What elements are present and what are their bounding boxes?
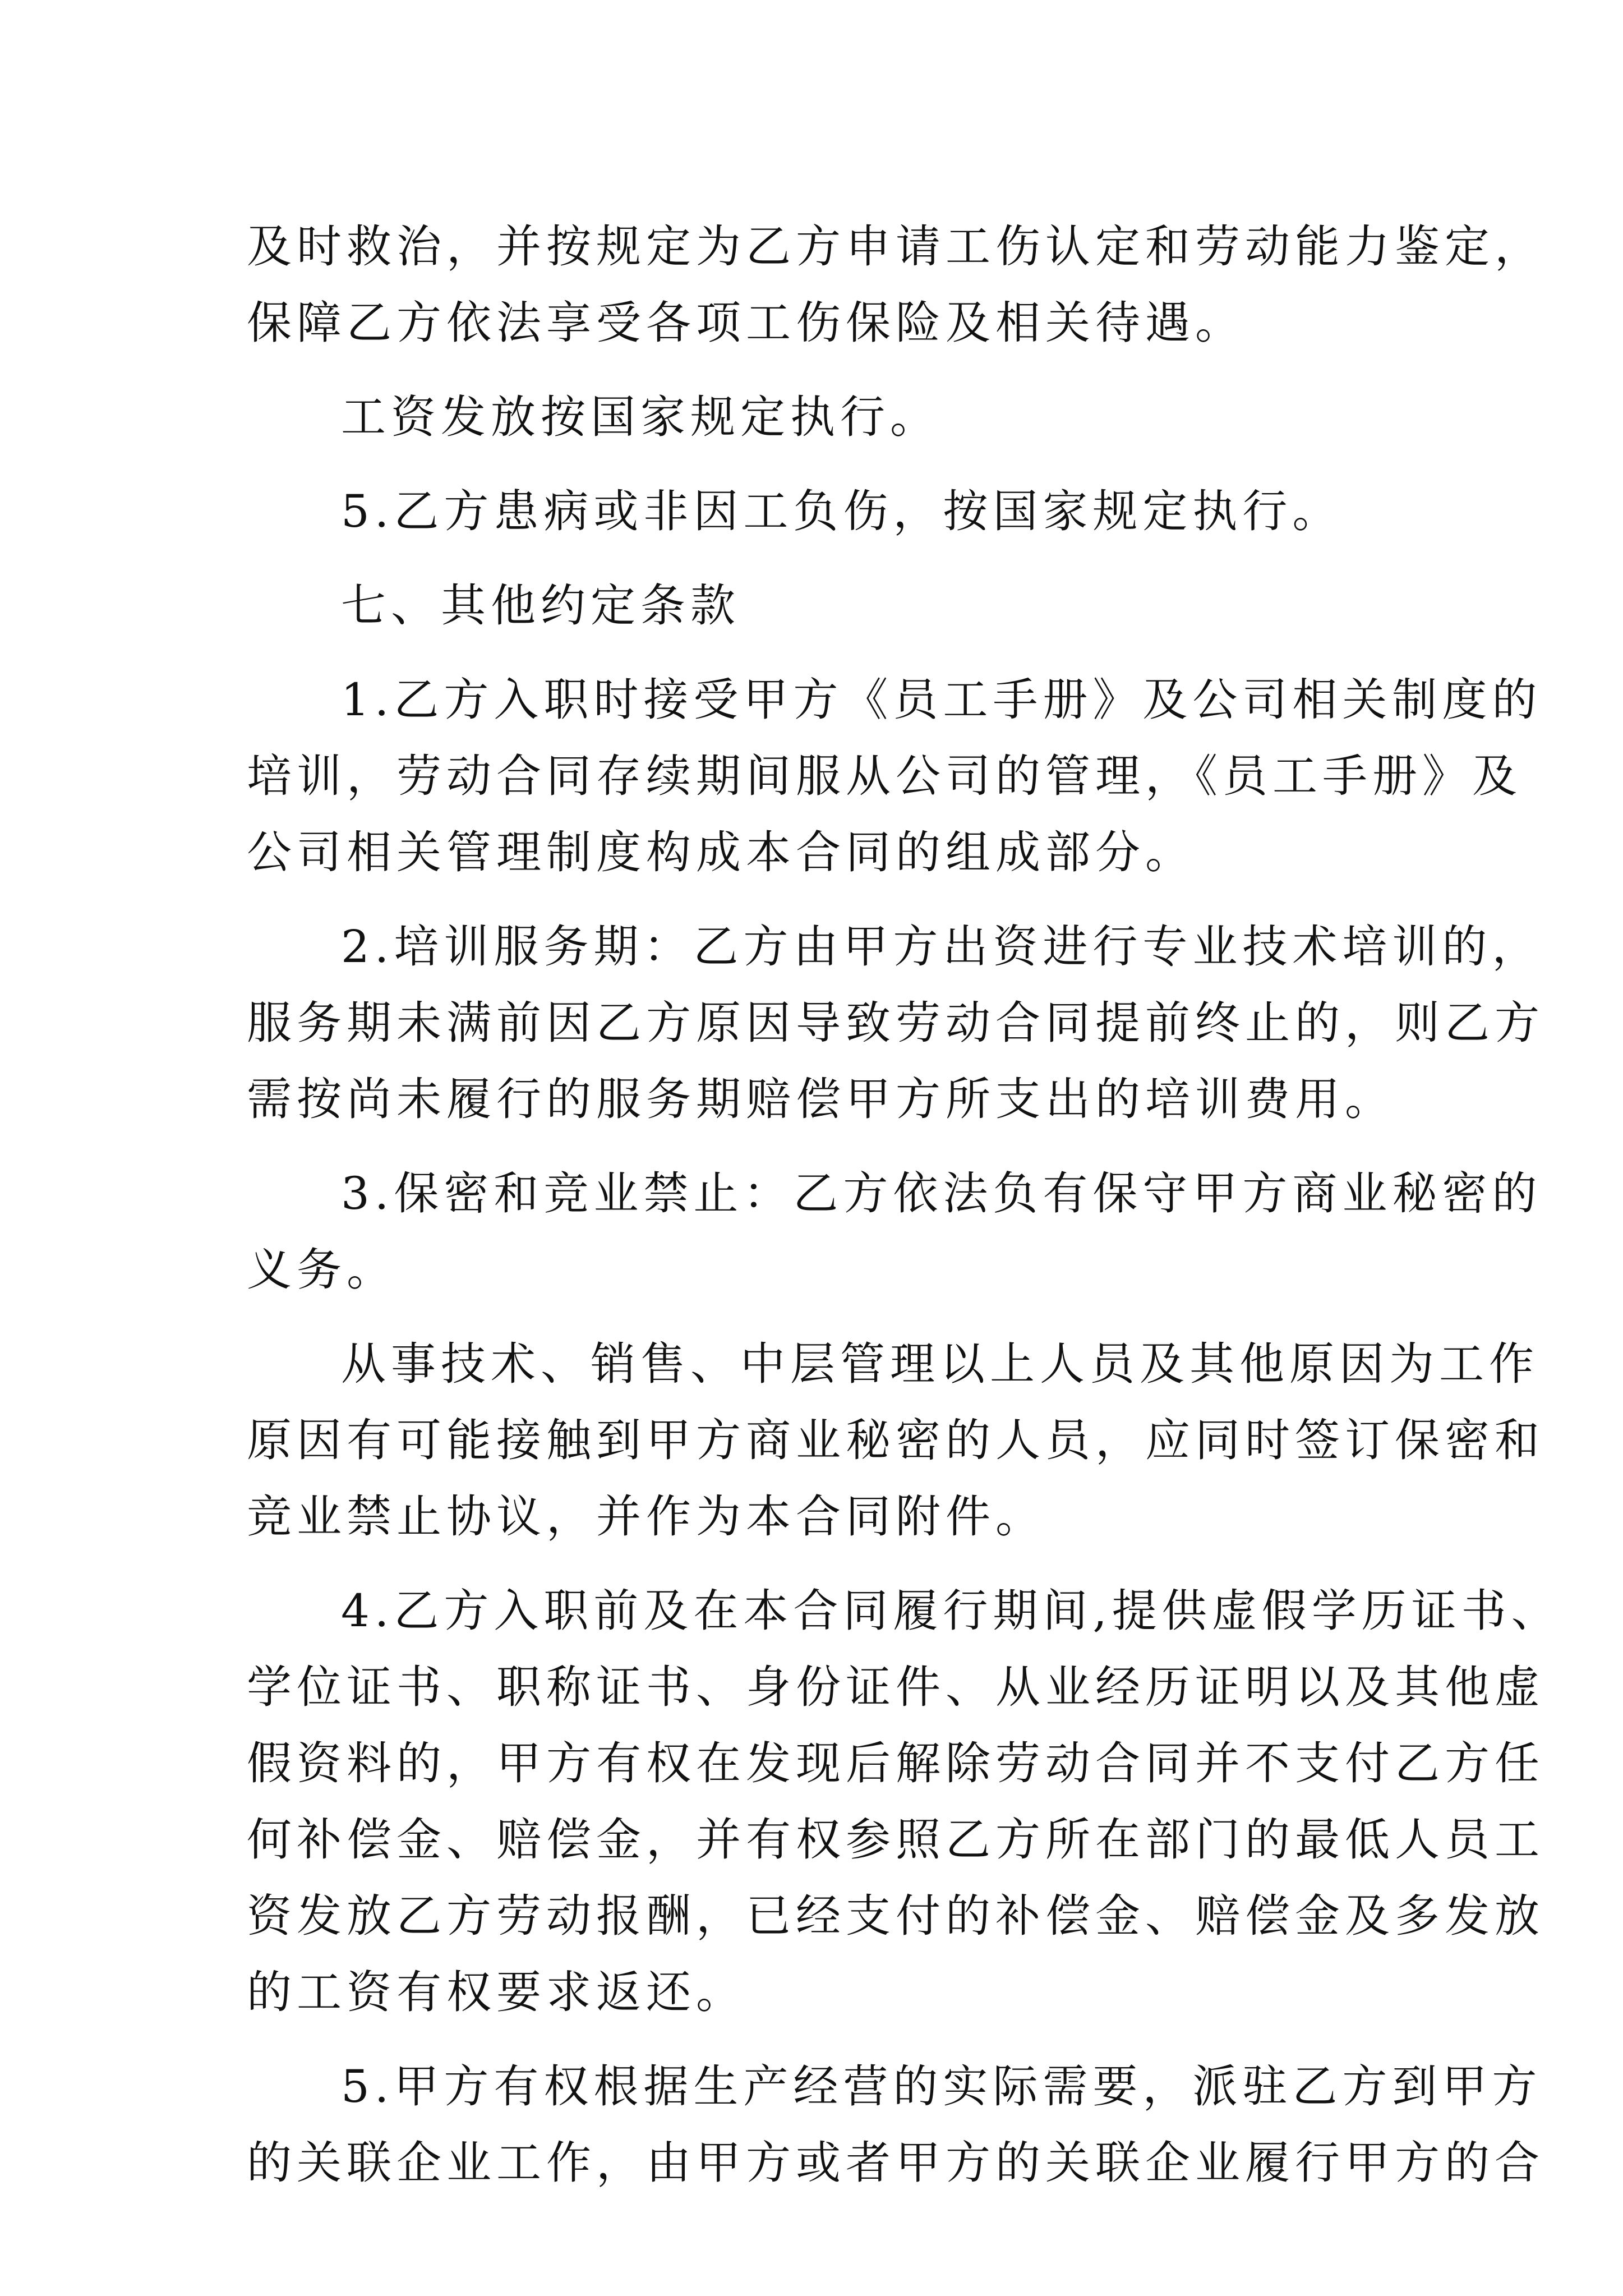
document-body — [247, 209, 1561, 2219]
text-line: 的工资有权要求返还。 — [247, 1966, 746, 2018]
text-line: 服务期未满前因乙方原因导致劳动合同提前终止的，则乙方 — [247, 997, 1544, 1049]
text-line: 学位证书、职称证书、身份证件、从业经历证明以及其他虚 — [247, 1661, 1544, 1713]
paragraph-injury-treatment — [247, 209, 1544, 361]
text-line: 5.甲方有权根据生产经营的实际需要，派驻乙方到甲方 — [341, 2060, 1542, 2113]
paragraph-training-service-period — [247, 909, 1544, 1138]
text-line: 竞业禁止协议，并作为本合同附件。 — [247, 1490, 1045, 1543]
text-line: 义务。 — [247, 1244, 396, 1296]
paragraph-secondment — [247, 2049, 1544, 2201]
text-line: 保障乙方依法享受各项工伤保险及相关待遇。 — [247, 297, 1245, 349]
text-line: 资发放乙方劳动报酬，已经支付的补偿金、赔偿金及多发放 — [247, 1890, 1544, 1942]
paragraph-employee-handbook — [247, 662, 1542, 891]
section-heading: 七、其他约定条款 — [341, 579, 740, 632]
text-line: 需按尚未履行的服务期赔偿甲方所支出的培训费用。 — [247, 1073, 1395, 1125]
text-line: 1.乙方入职时接受甲方《员工手册》及公司相关制度的 — [341, 674, 1542, 726]
text-line: 2.培训服务期：乙方由甲方出资进行专业技术培训的， — [341, 921, 1542, 973]
text-line: 从事技术、销售、中层管理以上人员及其他原因为工作 — [341, 1338, 1539, 1390]
section-heading-other-terms — [247, 568, 1380, 644]
paragraph-confidentiality — [247, 1156, 1542, 1308]
paragraph-wage-payment — [247, 379, 1380, 455]
paragraph-illness-clause — [247, 473, 1380, 550]
text-line: 及时救治，并按规定为乙方申请工伤认定和劳动能力鉴定， — [247, 220, 1544, 273]
text-line: 公司相关管理制度构成本合同的组成部分。 — [247, 826, 1195, 878]
text-line: 培训，劳动合同存续期间服从公司的管理，《员工手册》及 — [247, 750, 1522, 802]
paragraph-false-credentials — [247, 1573, 1561, 2031]
paragraph-non-compete — [247, 1326, 1544, 1555]
text-line: 4.乙方入职前及在本合同履行期间,提供虚假学历证书、 — [341, 1585, 1561, 1637]
text-line: 5.乙方患病或非因工负伤，按国家规定执行。 — [341, 485, 1343, 537]
text-line: 3.保密和竞业禁止：乙方依法负有保守甲方商业秘密的 — [341, 1167, 1542, 1220]
text-line: 假资料的，甲方有权在发现后解除劳动合同并不支付乙方任 — [247, 1737, 1544, 1789]
text-line: 何补偿金、赔偿金，并有权参照乙方所在部门的最低人员工 — [247, 1814, 1544, 1866]
text-line: 原因有可能接触到甲方商业秘密的人员，应同时签订保密和 — [247, 1414, 1544, 1466]
text-line: 的关联企业工作，由甲方或者甲方的关联企业履行甲方的合 — [247, 2137, 1544, 2189]
text-line: 工资发放按国家规定执行。 — [341, 391, 940, 443]
